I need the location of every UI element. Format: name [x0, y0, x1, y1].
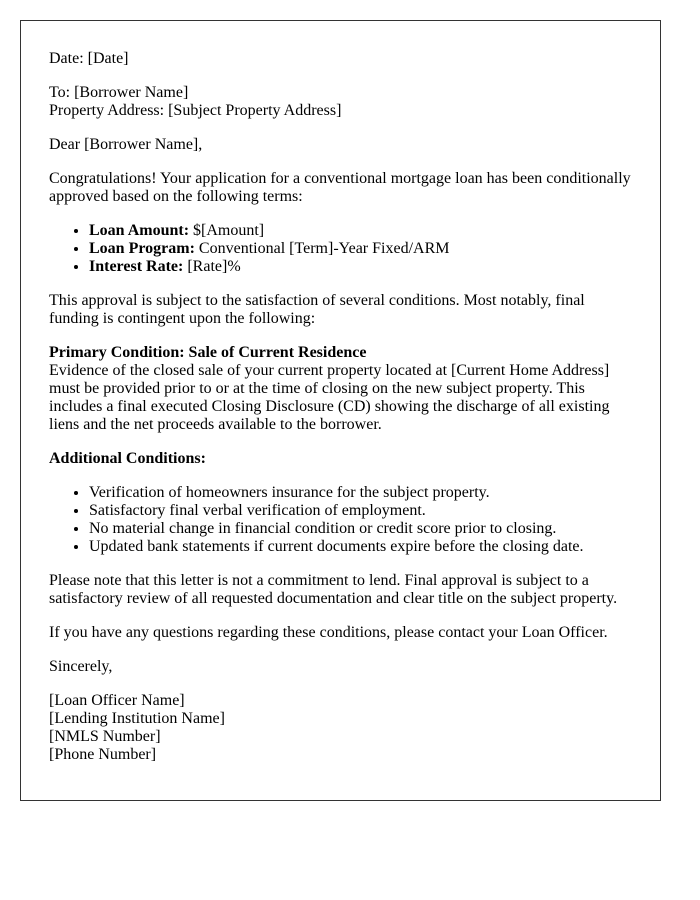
term-label: Loan Amount:: [89, 222, 190, 239]
term-loan-amount: [89, 222, 632, 240]
term-value: Conventional [Term]-Year Fixed/ARM: [194, 240, 450, 257]
date-line: Date: [Date]: [49, 50, 129, 67]
primary-condition-block: [49, 344, 632, 434]
contact-paragraph: If you have any questions regarding these conditions, please contact your Loan Officer.: [49, 624, 608, 641]
term-label: Interest Rate:: [89, 258, 184, 275]
additional-conditions-heading: Additional Conditions:: [49, 450, 206, 467]
loan-terms-list: [49, 222, 632, 276]
list-item: • Updated bank statements if current documents expire before the closing date.: [89, 538, 632, 556]
list-item: • Verification of homeowners insurance for the subject property.: [89, 484, 632, 502]
approval-letter: [20, 20, 661, 801]
disclaimer-paragraph: Please note that this letter is not a commitment to lend. Final approval is subject to a satisfactory review of all requested documentation and clear title on the subject property.: [49, 572, 618, 607]
loan-officer-name: [Loan Officer Name]: [49, 692, 185, 709]
conditions-intro-paragraph: This approval is subject to the satisfaction of several conditions. Most notably, final funding is contingent upon the following:: [49, 292, 585, 327]
list-item: • Satisfactory final verbal verification of employment.: [89, 502, 632, 520]
to-line: To: [Borrower Name]: [49, 84, 189, 101]
closing: Sincerely,: [49, 658, 113, 675]
term-value: $[Amount]: [189, 222, 265, 239]
list-item: • No material change in financial condition or credit score prior to closing.: [89, 520, 632, 538]
signature-block: [49, 692, 632, 764]
term-interest-rate: [89, 258, 632, 276]
lending-institution-name: [Lending Institution Name]: [49, 710, 225, 727]
salutation: Dear [Borrower Name],: [49, 136, 203, 153]
primary-condition-heading: Primary Condition: Sale of Current Residence: [49, 344, 367, 361]
phone-number: [Phone Number]: [49, 746, 157, 763]
primary-condition-text: Evidence of the closed sale of your current property located at [Current Home Address] must be provided prior to or at the time of closing on the new subject property. This includes a final executed Closing Disclosure (CD) showing the discharge of all existing liens and the net proceeds available to the borrower.: [49, 362, 610, 433]
term-loan-program: [89, 240, 632, 258]
nmls-number: [NMLS Number]: [49, 728, 161, 745]
intro-paragraph: Congratulations! Your application for a conventional mortgage loan has been conditionally approved based on the following terms:: [49, 170, 631, 205]
recipient-block: [49, 84, 632, 120]
term-label: Loan Program:: [89, 240, 195, 257]
property-address-line: Property Address: [Subject Property Address]: [49, 102, 342, 119]
term-value: [Rate]%: [183, 258, 241, 275]
additional-conditions-list: [49, 484, 632, 556]
